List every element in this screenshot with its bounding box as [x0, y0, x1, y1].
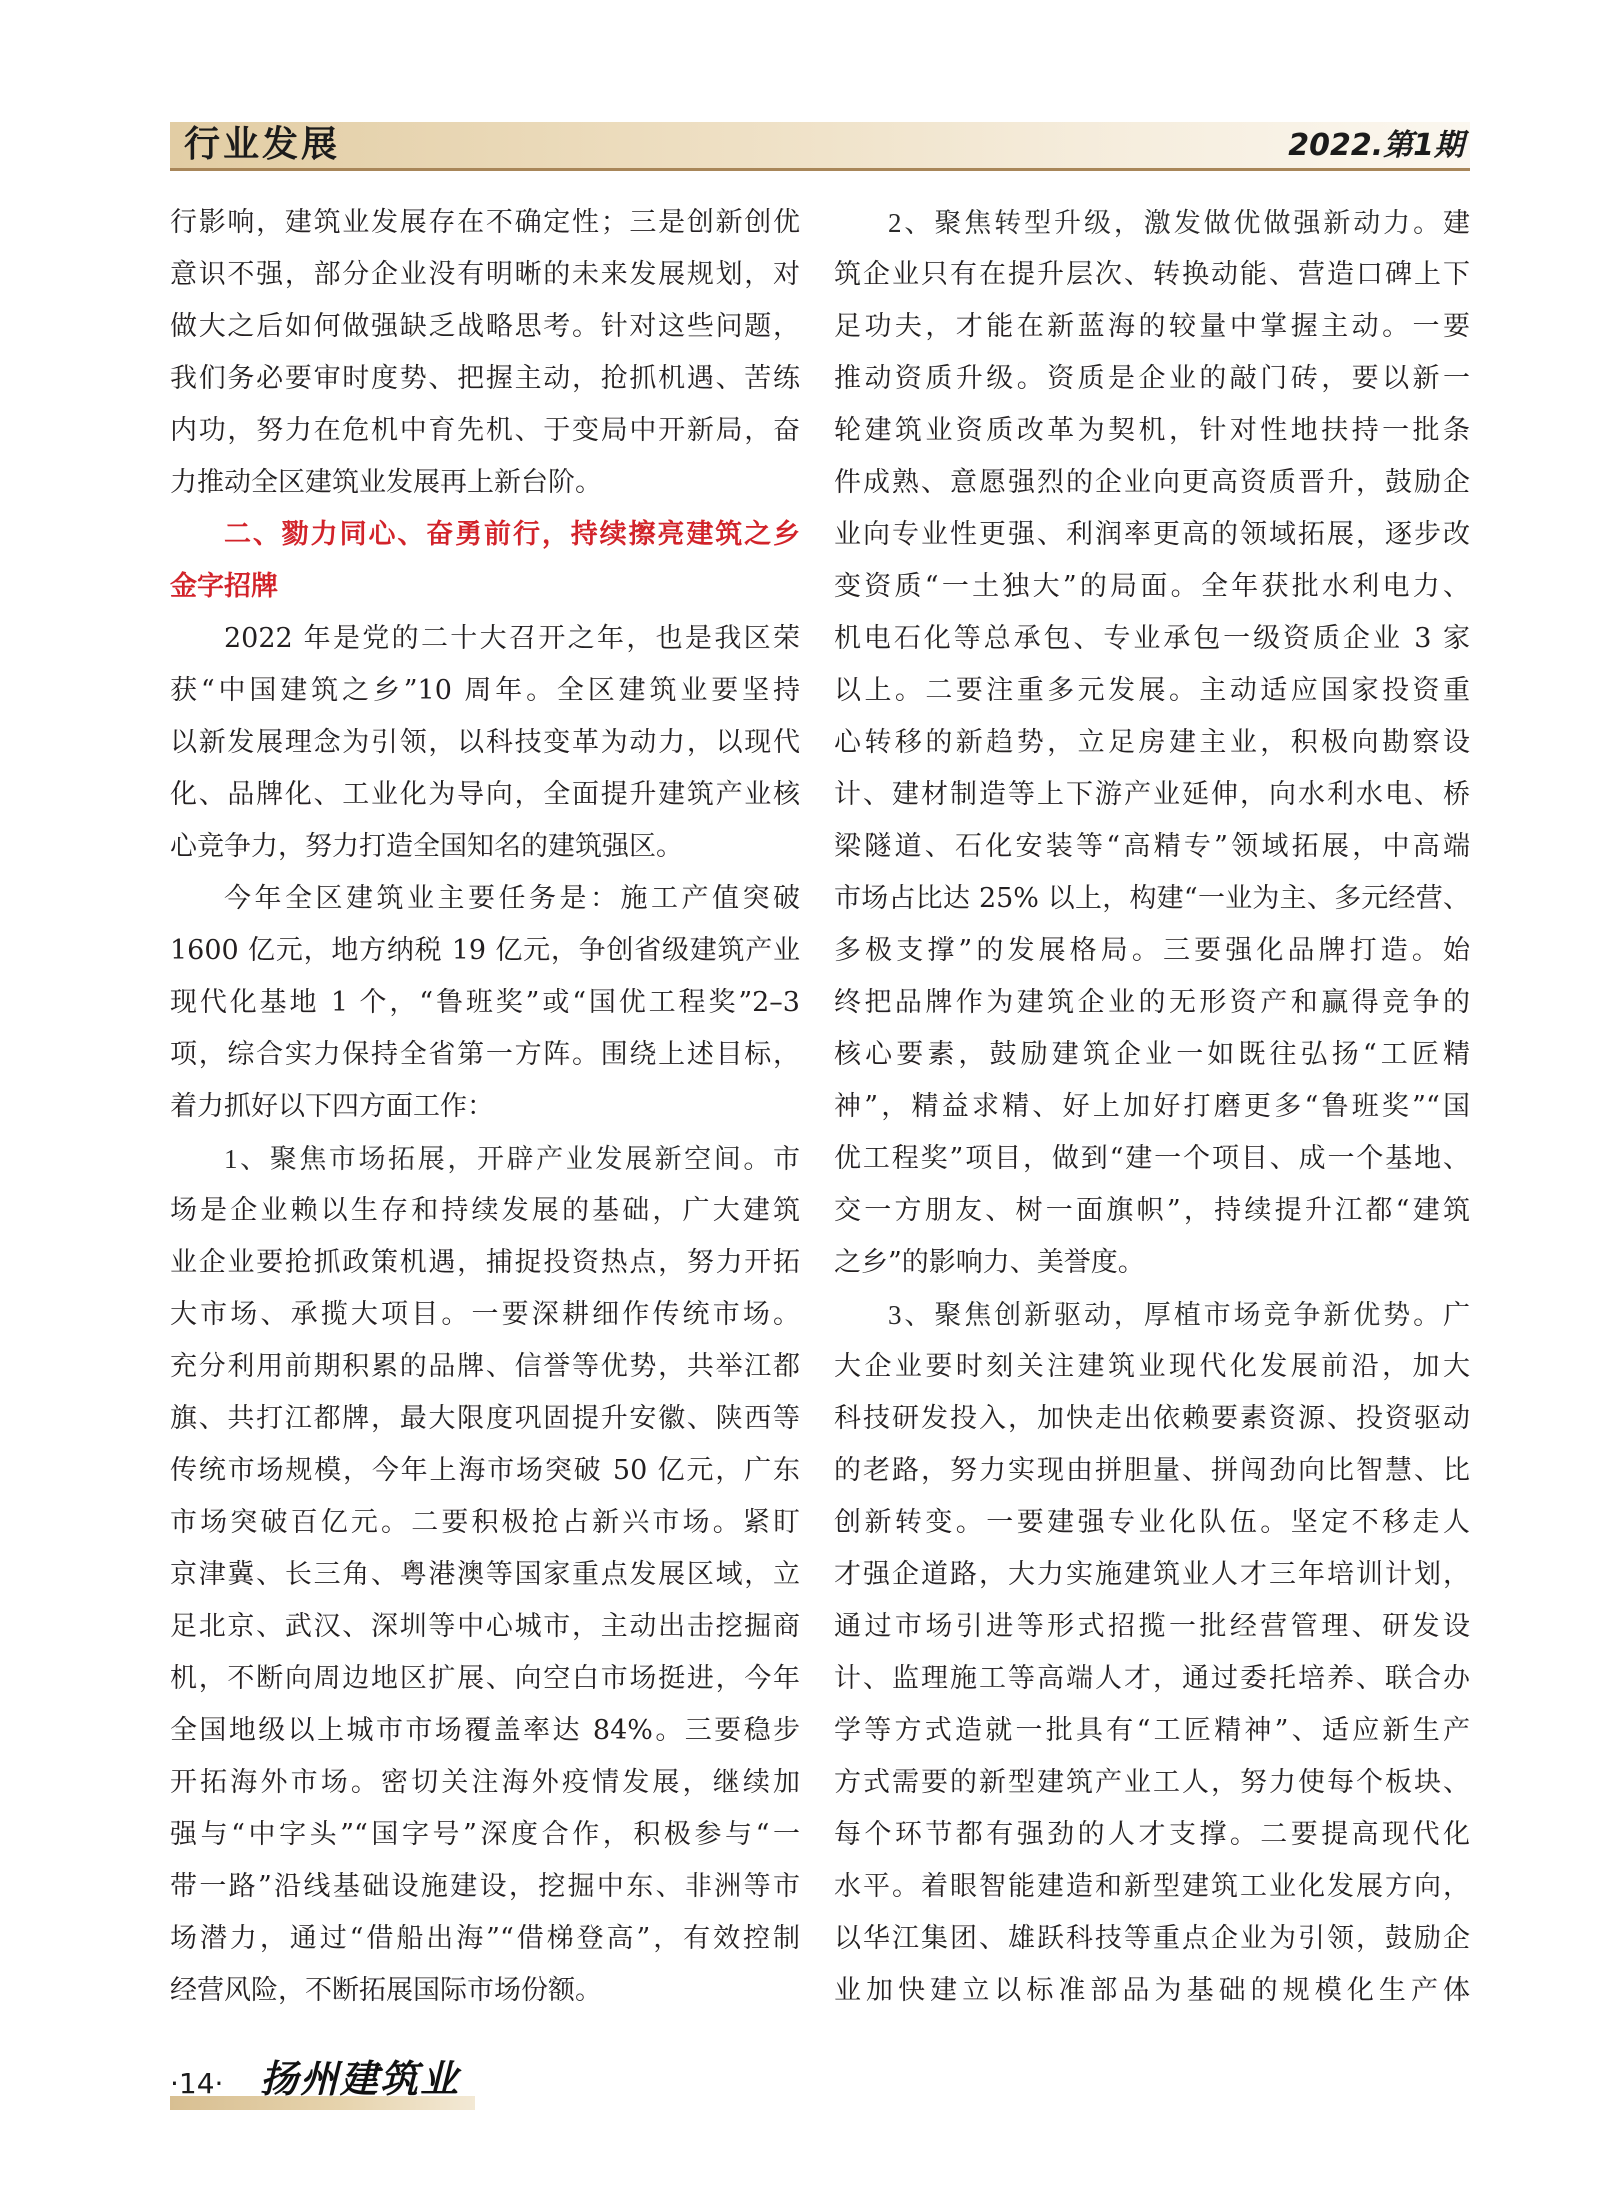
text-line: 行影响，建筑业发展存在不确定性；三是创新创优 — [170, 207, 800, 238]
text-line: 开拓海外市场。密切关注海外疫情发展，继续加 — [170, 1767, 800, 1798]
text-line: 带一路”沿线基础设施建设，挖掘中东、非洲等市 — [170, 1871, 800, 1902]
text-line: 市场突破百亿元。二要积极抢占新兴市场。紧盯 — [170, 1507, 800, 1538]
subsection-paragraph — [834, 197, 1470, 1289]
text-line: 我们务必要审时度势、把握主动，抢抓机遇、苦练 — [170, 363, 800, 394]
text-line: 旗、共打江都牌，最大限度巩固提升安徽、陕西等 — [170, 1403, 800, 1434]
text-line: 大市场、承揽大项目。一要深耕细作传统市场。 — [170, 1299, 800, 1330]
text-line: 项，综合实力保持全省第一方阵。围绕上述目标， — [170, 1039, 800, 1070]
text-line: 今年全区建筑业主要任务是：施工产值突破 — [224, 883, 800, 914]
text-line: 全国地级以上城市市场覆盖率达 84%。三要稳步 — [170, 1715, 800, 1746]
text-line: 多极支撑”的发展格局。三要强化品牌打造。始 — [834, 935, 1470, 966]
text-line: 业加快建立以标准部品为基础的规模化生产体 — [834, 1975, 1470, 2006]
text-line: 业向专业性更强、利润率更高的领域拓展，逐步改 — [834, 519, 1470, 550]
text-line: 科技研发投入，加快走出依赖要素资源、投资驱动 — [834, 1403, 1470, 1434]
page-footer — [170, 2052, 490, 2122]
text-line: 力推动全区建筑业发展再上新台阶。 — [170, 467, 602, 498]
text-line: 以上。二要注重多元发展。主动适应国家投资重 — [834, 675, 1470, 706]
text-line: 京津冀、长三角、粤港澳等国家重点发展区域，立 — [170, 1559, 800, 1590]
text-line: 水平。着眼智能建造和新型建筑工业化发展方向， — [834, 1871, 1470, 1902]
text-line: 足北京、武汉、深圳等中心城市，主动出击挖掘商 — [170, 1611, 800, 1642]
text-line-tail: 市 — [773, 1144, 800, 1175]
text-line: 筑企业只有在提升层次、转换动能、营造口碑上下 — [834, 259, 1470, 290]
magazine-logo: 扬州建筑业 — [260, 2056, 461, 2101]
article-column-right — [834, 197, 1470, 2017]
subsection-paragraph — [170, 1133, 800, 2017]
text-line: 强与“中字头”“国字号”深度合作，积极参与“一 — [170, 1819, 800, 1850]
text-line: 场是企业赖以生存和持续发展的基础，广大建筑 — [170, 1195, 800, 1226]
text-line-tail: 建 — [1443, 208, 1470, 239]
text-line: 内功，努力在危机中育先机、于变局中开新局，奋 — [170, 415, 800, 446]
body-paragraph — [170, 873, 800, 1133]
text-line: 心转移的新趋势，立足房建主业，积极向勘察设 — [834, 727, 1470, 758]
text-line: 2022 年是党的二十大召开之年，也是我区荣 — [224, 623, 800, 654]
text-line: 现代化基地 1 个，“鲁班奖”或“国优工程奖”2–3 — [170, 987, 800, 1018]
text-line: 金字招牌 — [170, 571, 278, 602]
text-line: 意识不强，部分企业没有明晰的未来发展规划，对 — [170, 259, 800, 290]
text-line: 终把品牌作为建筑企业的无形资产和赢得竞争的 — [834, 987, 1470, 1018]
text-line-tail: 广 — [1443, 1300, 1470, 1331]
text-line: 二、勠力同心、奋勇前行，持续擦亮建筑之乡 — [224, 519, 800, 550]
text-line: 以华江集团、雄跃科技等重点企业为引领，鼓励企 — [834, 1923, 1470, 1954]
text-line: 以新发展理念为引领，以科技变革为动力，以现代 — [170, 727, 800, 758]
text-line: 每个环节都有强劲的人才支撑。二要提高现代化 — [834, 1819, 1470, 1850]
text-line: 交一方朋友、树一面旗帜”，持续提升江都“建筑 — [834, 1195, 1470, 1226]
page-header — [170, 122, 1470, 171]
text-line — [834, 1289, 1470, 1341]
text-line: 学等方式造就一批具有“工匠精神”、适应新生产 — [834, 1715, 1470, 1746]
text-line — [834, 197, 1470, 249]
text-line: 心竞争力，努力打造全国知名的建筑强区。 — [170, 831, 683, 862]
body-paragraph — [170, 197, 800, 509]
text-line: 核心要素，鼓励建筑企业一如既往弘扬“工匠精 — [834, 1039, 1470, 1070]
text-line: 经营风险，不断拓展国际市场份额。 — [170, 1975, 602, 2006]
text-line: 大企业要时刻关注建筑业现代化发展前沿，加大 — [834, 1351, 1470, 1382]
text-line: 计、监理施工等高端人才，通过委托培养、联合办 — [834, 1663, 1470, 1694]
article-column-left — [170, 197, 800, 2017]
section-title: 行业发展 — [184, 124, 341, 165]
text-line: 计、建材制造等上下游产业延伸，向水利水电、桥 — [834, 779, 1470, 810]
page-number: ·14· — [170, 2067, 224, 2100]
text-line: 的老路，努力实现由拼胆量、拼闯劲向比智慧、比 — [834, 1455, 1470, 1486]
subsection-title: 2、聚焦转型升级，激发做优做强新动力。 — [888, 208, 1443, 238]
text-line: 获“中国建筑之乡”10 周年。全区建筑业要坚持 — [170, 675, 800, 706]
section-heading — [170, 509, 800, 613]
text-line: 做大之后如何做强缺乏战略思考。针对这些问题， — [170, 311, 800, 342]
body-paragraph — [170, 613, 800, 873]
text-line: 通过市场引进等形式招揽一批经营管理、研发设 — [834, 1611, 1470, 1642]
text-line: 充分利用前期积累的品牌、信誉等优势，共举江都 — [170, 1351, 800, 1382]
text-line: 变资质“一土独大”的局面。全年获批水利电力、 — [834, 571, 1470, 602]
subsection-paragraph — [834, 1289, 1470, 2017]
text-line: 1600 亿元，地方纳税 19 亿元，争创省级建筑产业 — [170, 935, 800, 966]
text-line: 才强企道路，大力实施建筑业人才三年培训计划， — [834, 1559, 1470, 1590]
text-line: 神”，精益求精、好上加好打磨更多“鲁班奖”“国 — [834, 1091, 1470, 1122]
text-line: 优工程奖”项目，做到“建一个项目、成一个基地、 — [834, 1143, 1470, 1174]
subsection-title: 3、聚焦创新驱动，厚植市场竞争新优势。 — [888, 1300, 1443, 1330]
text-line: 足功夫，才能在新蓝海的较量中掌握主动。一要 — [834, 311, 1470, 342]
text-line: 业企业要抢抓政策机遇，捕捉投资热点，努力开拓 — [170, 1247, 800, 1278]
text-line: 方式需要的新型建筑产业工人，努力使每个板块、 — [834, 1767, 1470, 1798]
issue-number: 2022.第1期 — [1288, 128, 1464, 163]
text-line: 机电石化等总承包、专业承包一级资质企业 3 家 — [834, 623, 1470, 654]
subsection-title: 1、聚焦市场拓展，开辟产业发展新空间。 — [224, 1144, 773, 1174]
text-line: 之乡”的影响力、美誉度。 — [834, 1247, 1145, 1278]
text-line: 传统市场规模，今年上海市场突破 50 亿元，广东 — [170, 1455, 800, 1486]
text-line: 件成熟、意愿强烈的企业向更高资质晋升，鼓励企 — [834, 467, 1470, 498]
text-line: 着力抓好以下四方面工作： — [170, 1091, 494, 1122]
text-line: 机，不断向周边地区扩展、向空白市场挺进，今年 — [170, 1663, 800, 1694]
text-line: 轮建筑业资质改革为契机，针对性地扶持一批条 — [834, 415, 1470, 446]
text-line: 场潜力，通过“借船出海”“借梯登高”，有效控制 — [170, 1923, 800, 1954]
text-line: 化、品牌化、工业化为导向，全面提升建筑产业核 — [170, 779, 800, 810]
text-line: 市场占比达 25% 以上，构建“一业为主、多元经营、 — [834, 883, 1470, 914]
text-line: 梁隧道、石化安装等“高精专”领域拓展，中高端 — [834, 831, 1470, 862]
text-line: 创新转变。一要建强专业化队伍。坚定不移走人 — [834, 1507, 1470, 1538]
text-line: 推动资质升级。资质是企业的敲门砖，要以新一 — [834, 363, 1470, 394]
text-line — [170, 1133, 800, 1185]
